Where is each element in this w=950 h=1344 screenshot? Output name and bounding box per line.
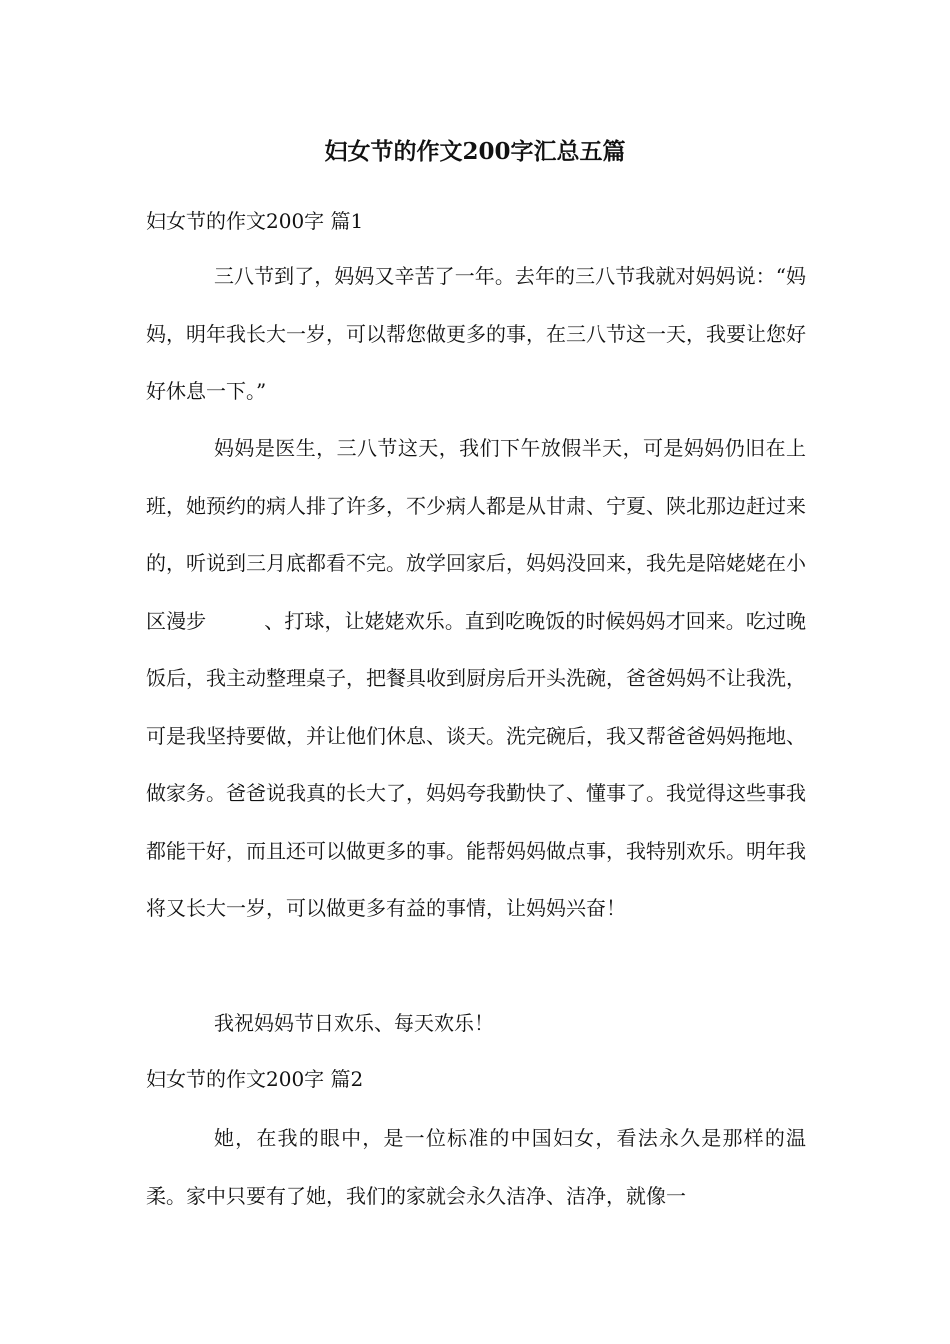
document-title: 妇女节的作文200字汇总五篇 [324, 138, 626, 165]
section-heading-1: 妇女节的作文200字 篇1 [146, 209, 364, 233]
section-heading-2: 妇女节的作文200字 篇2 [146, 1067, 364, 1091]
paragraph-1-1: 三八节到了，妈妈又辛苦了一年。去年的三八节我就对妈妈说：“妈妈，明年我长大一岁，可以帮您做更多的事，在三八节这一天，我要让您好好休息一下。” [146, 264, 806, 403]
paragraph-2-1: 她，在我的眼中，是一位标准的中国妇女，看法永久是那样的温柔。家中只要有了她，我们的家就会永久洁净、洁净，就像一 [146, 1126, 806, 1208]
paragraph-1-3: 我祝妈妈节日欢乐、每天欢乐！ [214, 1011, 494, 1035]
paragraph-1-2-part-a: 妈妈是医生，三八节这天，我们下午放假半天，可是妈妈仍旧在上班，她预约的病人排了许多，不少病人都是从甘肃、宁夏、陕北那边赶过来的，听说到三月底都看不完。放学回家后，妈妈没回来，我先是陪姥姥在小区漫步 [146, 436, 806, 633]
paragraph-1-2-part-b: 、打球，让姥姥欢乐。直到吃晚饭的时候妈妈才回来。吃过晚饭后，我主动整理桌子，把餐具收到厨房后开头洗碗，爸爸妈妈不让我洗，可是我坚持要做，并让他们休息、谈天。洗完碗后，我又帮爸爸妈妈拖地、做家务。爸爸说我真的长大了，妈妈夸我勤快了、懂事了。我觉得这些事我都能干好，而且还可以做更多的事。能帮妈妈做点事，我特别欢乐。明年我将又长大一岁，可以做更多有益的事情，让妈妈兴奋！ [146, 608, 807, 920]
paragraph-1-2 [146, 420, 806, 938]
